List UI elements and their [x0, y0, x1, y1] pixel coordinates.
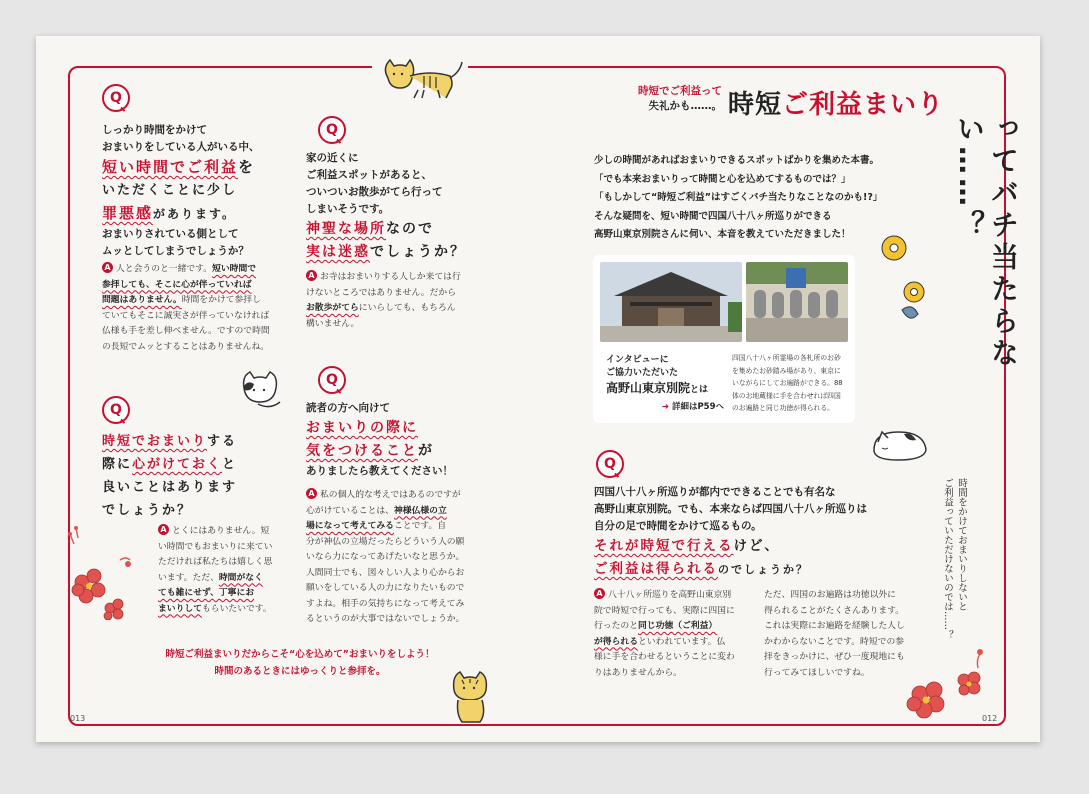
footer-message: 時短ご利益まいりだからこそ“心を込めて”おまいりをしよう！ 時間のあるときにはゆっくりと参拝を。 — [165, 649, 435, 677]
detail-link[interactable]: ➜ 詳細はP59へ — [661, 402, 724, 412]
flower-icon — [898, 640, 988, 726]
subtitle-vertical: 時間をかけておまいりしないと ご利益っていただけないのでは……？ — [942, 478, 967, 640]
question-mark-q5: Q — [596, 450, 624, 478]
page-title: 時短ご利益まいり — [728, 90, 945, 120]
header-kicker: 時短でご利益って 失礼かも……。 — [638, 85, 722, 112]
jizo-statues-photo — [746, 262, 848, 342]
intro-text: 少しの時間があればおまいりできるスポットばかりを集めた本書。 「でも本来おまいりって時間と心を込めてするものでは？」 「もしかして“時短ご利益”はすごくバチ当たりなことなのかも!?」 そんな疑問を、短い時間で四国八十八ヶ所巡りができる 高野山東京別院さんに伺い、本音を教えていただきました！ — [594, 155, 883, 240]
cat-icon — [446, 668, 496, 726]
question-mark-q2: Q — [318, 116, 346, 144]
card-caption: インタビューに ご協力いただいた 高野山東京別院とは ➜ 詳細はP59へ — [606, 355, 724, 412]
question-mark-q4: Q — [318, 366, 346, 394]
answer-5-right: ただ、四国のお遍路は功徳以外に 得られることがたくさんあります。 これは実際にお遍路を経験した人し かわからないことです。時短での参 拝をきっかけに、ぜひ一度現地にも 行ってみてほしいですね。 — [764, 590, 905, 678]
question-1: しっかり時間をかけて おまいりをしている人がいる中、 短い時間でご利益を いただくことに少し 罪悪感があります。 おまいりされている側として ムッとしてしまうでしょうか？ — [102, 124, 260, 257]
flower-icon — [62, 520, 142, 620]
card-description: 四国八十八ヶ所霊場の各札所のお砂 を集めたお砂踏み場があり、東京に いながらにしてお遍路ができる。88 体のお地蔵様に手を合わせれば四国 のお遍路と同じ功徳が得られる。 — [732, 354, 843, 413]
cat-icon — [238, 368, 286, 412]
question-2: 家の近くに ご利益スポットがあると、 ついついお散歩がてら行って しまいそうです。 神聖な場所なので 実は迷惑でしょうか？ — [306, 152, 466, 260]
question-mark-q3: Q — [102, 396, 130, 424]
answer-5-left: A 八十八ヶ所巡りを高野山東京別 院で時短で行っても、実際に四国に 行ったのと同じ功徳（ご利益） が得られるといわれています。仏 様に手を合わせるということに変わ りはありませんから。 — [594, 589, 735, 678]
question-5: 四国八十八ヶ所巡りが都内でできることでも有名な 高野山東京別院。でも、本来ならば四国八十八ヶ所巡りは 自分の足で時間をかけて巡るもの。 それが時短で行えるけど、 ご利益は得られるのでしょうか？ — [594, 486, 867, 577]
answer-1: A 人と会うのと一緒です。短い時間で 参拝しても、そこに心が伴っていれば 問題はありません。時間をかけて参拝し ていてもそこに誠実さが伴っていなければ 仏様も手を差し伸べません。ですので時間 の長短でムッとすることはありませんね。 — [102, 263, 270, 352]
arrow-icon: ➜ — [661, 402, 669, 412]
page-title-vertical: ってバチ当たらない……？ — [953, 114, 1020, 370]
answer-3: A とくにはありません。短 い時間でもおまいりに来てい ただければ私たちは嬉しく思 います。ただ、時間がなく ても雑にせず、丁寧にお まいりしてもらいたいです。 — [158, 525, 273, 614]
answer-2: A お寺はおまいりする人しか来ては行 けないところではありません。だから お散歩がてらにいらしても、もちろん 構いません。 — [306, 271, 461, 329]
page-number-left: 013 — [70, 714, 86, 723]
question-mark-q1: Q — [102, 84, 130, 112]
cat-icon — [380, 50, 466, 100]
answer-4: A 私の個人的な考えではあるのですが 心がけていることは、神様仏様の立 場になって考えてみることです。自 分が神仏の立場だったらどういう人の願 いなら力になってあげたいなと思うか。 人間同士でも、図々しい人より心からお 願いをしている人の力になりたいもので すよね。相手の気持ちになって考えてみ るというのが大事ではないでしょうか。 — [306, 489, 465, 624]
question-4: 読者の方へ向けて おまいりの際に 気をつけることが ありましたら教えてください！ — [306, 402, 453, 477]
page-number-right: 012 — [982, 714, 998, 723]
flower-icon — [872, 232, 936, 328]
temple-photo — [600, 262, 742, 342]
question-3: 時短でおまいりする 際に心がけておくと 良いことはあります でしょうか？ — [102, 434, 238, 518]
cat-icon — [868, 420, 932, 464]
